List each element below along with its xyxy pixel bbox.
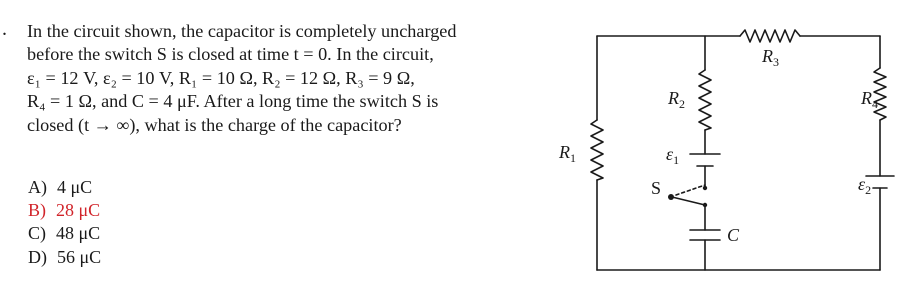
answer-letter: A): [28, 177, 47, 197]
question-line-4: R₄ = 1 Ω, and C = 4 μF. After a long time the switch S is: [27, 91, 439, 112]
answer-option-c[interactable]: [28, 222, 101, 245]
switch-contact-bottom: [703, 203, 707, 207]
switch-pivot: [668, 194, 674, 200]
switch-contact-top: [703, 186, 707, 190]
label-e1: $\varepsilon_1$: [666, 144, 680, 167]
resistor-r3: [740, 30, 800, 42]
answer-letter: C): [28, 223, 46, 244]
resistor-r4: [874, 68, 886, 120]
question-line-3: ε₁ = 12 V, ε₂ = 10 V, R₁ = 10 Ω, R₂ = 12 Ω, R₃ = 9 Ω,: [27, 67, 415, 88]
answer-option-a[interactable]: [28, 176, 101, 199]
battery-e1: [690, 154, 720, 166]
answer-value: 48 μC: [56, 223, 101, 244]
label-switch-s: S: [651, 178, 662, 198]
answer-option-d[interactable]: [28, 246, 101, 269]
question-line-2: before the switch S is closed at time t = 0. In the circuit,: [27, 44, 434, 65]
answer-choices: [28, 176, 101, 269]
answer-option-b[interactable]: [28, 199, 101, 222]
label-r4: $R_4$: [861, 88, 878, 111]
circuit-diagram: [550, 0, 905, 300]
question-line-5: closed (t → ∞), what is the charge of the capacitor?: [27, 114, 402, 135]
label-r1: $R_1$: [559, 142, 576, 165]
label-capacitor-c: C: [727, 225, 740, 245]
resistor-r2: [699, 70, 711, 130]
label-e2: $\varepsilon_2$: [858, 174, 872, 197]
capacitor-c: [690, 230, 720, 240]
question-number-marker: .: [2, 18, 7, 40]
switch-s-open-arc: [676, 185, 705, 195]
answer-value: 56 μC: [57, 246, 102, 267]
resistor-r1: [591, 120, 603, 180]
switch-s: [672, 197, 705, 205]
answer-letter: D): [28, 246, 47, 267]
answer-value: 28 μC: [56, 200, 101, 221]
question-text: [27, 20, 537, 137]
label-r3: $R_3$: [762, 46, 779, 69]
answer-value: 4 μC: [57, 177, 93, 197]
question-line-1: In the circuit shown, the capacitor is completely uncharged: [27, 21, 457, 41]
label-r2: $R_2$: [668, 88, 685, 111]
answer-letter: B): [28, 200, 46, 221]
